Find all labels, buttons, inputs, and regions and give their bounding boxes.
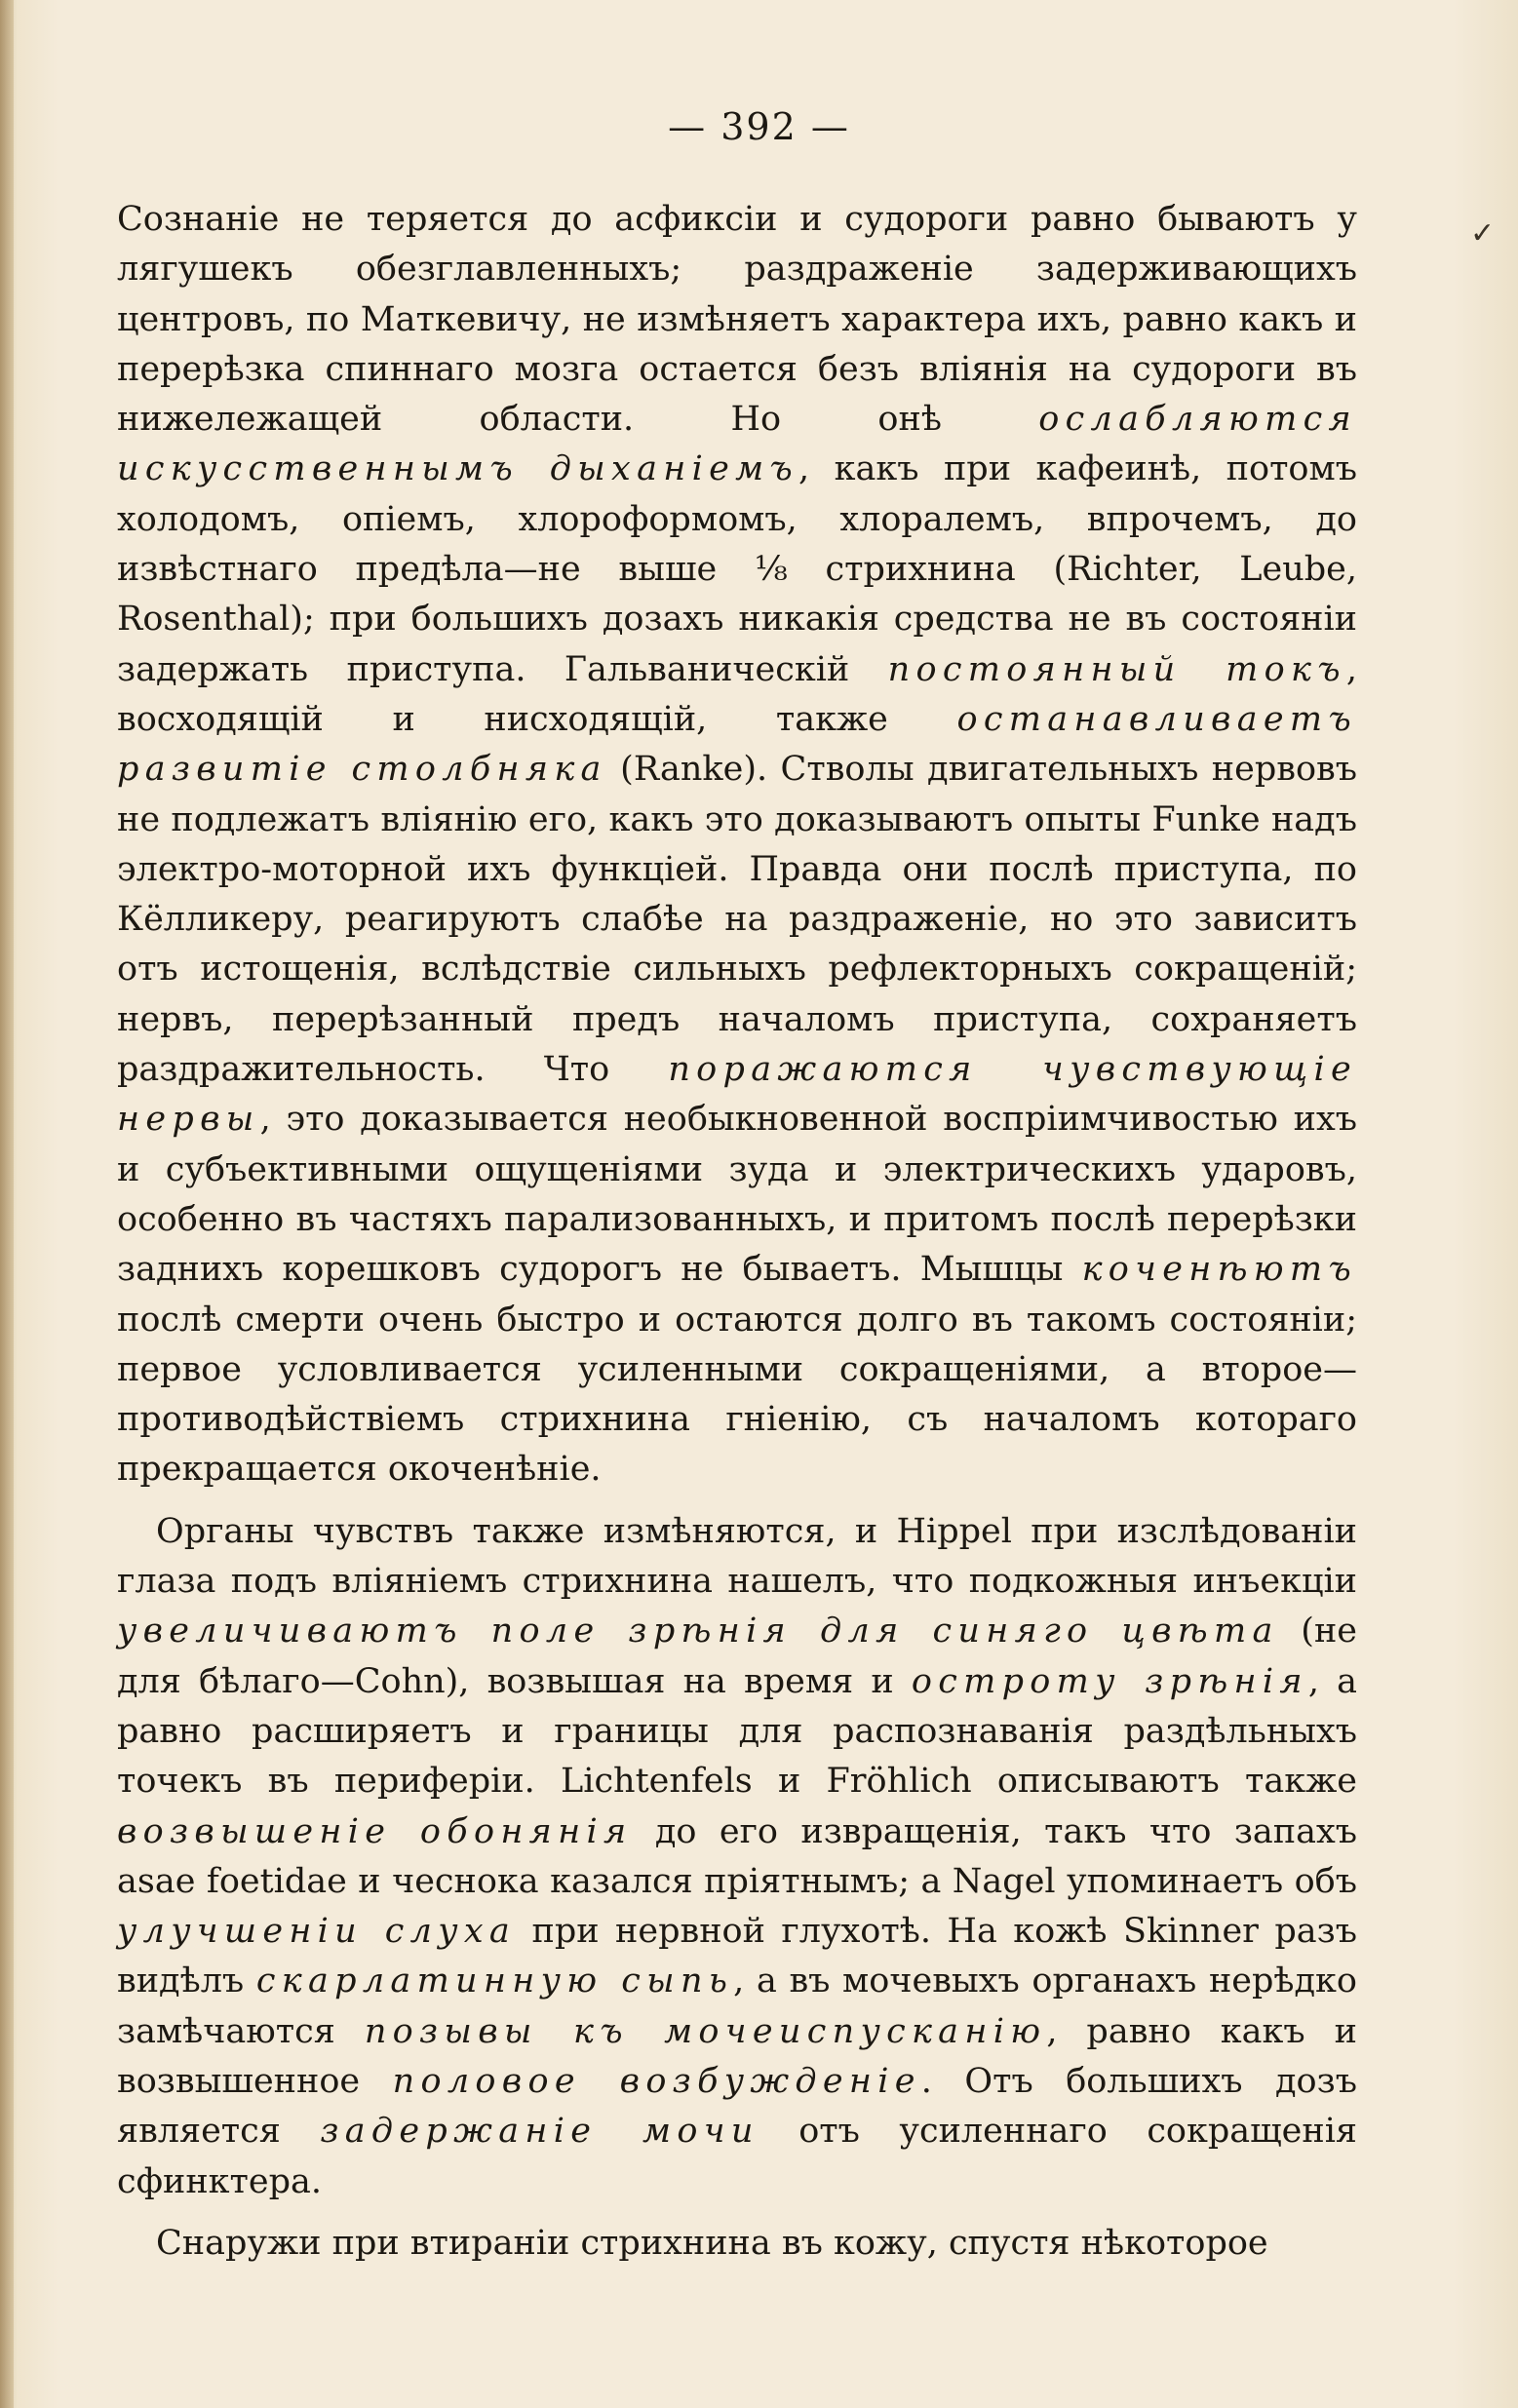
text-run: послѣ смерти очень быстро и остаются долго въ такомъ состоянiи; первое условливается усиленными сокращенiями, а второе—противодѣйствiемъ стрихнина гнiенiю, съ началомъ котораго прекращается окоченѣнie. <box>117 1300 1357 1490</box>
spaced-emphasis: позывы къ мочеиспусканiю <box>364 2011 1047 2051</box>
body-text <box>117 195 1357 2269</box>
paragraph-3 <box>117 2219 1357 2269</box>
text-run: (Ranke). Стволы двигательныхъ нервовъ не подлежатъ влiянiю его, какъ это доказываютъ опыты Funke надъ электро-моторной ихъ функцiей. Правда они послѣ приступа, по Кёлликеру, реагируютъ слабѣе на раздраженie, но это зависитъ отъ истощенiя, вслѣдствie сильныхъ рефлекторныхъ сокращенiй; нервъ, перерѣзанный предъ началомъ приступа, сохраняетъ раздражительность. Что <box>117 750 1358 1090</box>
paragraph-2 <box>117 1507 1357 2207</box>
text-run: отъ усиленнаго сокращенiя сфинктера. <box>117 2112 1357 2201</box>
text-run: при нервной глухотѣ. На кожѣ Skinner разъ видѣлъ <box>117 1912 1357 2001</box>
page-number: — 392 — <box>668 105 850 148</box>
spaced-emphasis: ослабляются искусственнымъ дыханiемъ <box>117 400 1357 489</box>
spaced-emphasis: коченѣютъ <box>1081 1250 1357 1290</box>
spaced-emphasis: увеличиваютъ поле зрѣнiя для синяго цвѣта <box>117 1612 1279 1651</box>
text-run: , а равно расширяетъ и границы для распознаванiя раздѣльныхъ точекъ въ периферiи. Lichtenfels и Fröhlich описываютъ также <box>117 1661 1357 1802</box>
text-run: Органы чувствъ также измѣняются, и Hippel при изслѣдованiи глаза подъ влiянiемъ стрихнина нашелъ, что подкожныя инъекцiи <box>117 1511 1357 1602</box>
text-run: до его извращенiя, такъ что запахъ asae foetidae и чеснока казался прiятнымъ; а Nagel упоминаетъ объ <box>117 1811 1357 1901</box>
text-run: (не для бѣлаго—Cohn), возвышая на время и <box>117 1612 1358 1701</box>
margin-mark: ✓ <box>1470 216 1496 251</box>
text-run: Снаружи при втиранiи стрихнина въ кожу, спустя нѣкоторое <box>156 2223 1268 2263</box>
spaced-emphasis: задержанiе мочи <box>320 2112 759 2152</box>
text-run: , это доказывается необыкновенной воспрiимчивостью ихъ и субъективными ощущенiями зуда и электрическихъ ударовъ, особенно въ частяхъ парализованныхъ, и притомъ послѣ перерѣзки заднихъ корешковъ судорогъ не бываетъ. Мышцы <box>117 1100 1357 1290</box>
spaced-emphasis: улучшенiи слуха <box>117 1912 517 1952</box>
spaced-emphasis: останавливаетъ развитiе столбняка <box>117 699 1357 790</box>
text-run: , восходящiй и нисходящiй, также <box>117 649 1358 739</box>
spaced-emphasis: возвышенiе обонянiя <box>117 1811 633 1851</box>
text-run: . Отъ большихъ дозъ является <box>117 2061 1357 2152</box>
spaced-emphasis: половое возбужденiе <box>392 2061 921 2101</box>
spaced-emphasis: скарлатинную сыпь <box>255 1961 734 2001</box>
spaced-emphasis: поражаются чувствующiе нервы <box>117 1050 1357 1140</box>
text-run: , а въ мочевыхъ органахъ нерѣдко замѣчаются <box>117 1961 1357 2051</box>
spaced-emphasis: постоянный токъ <box>887 649 1346 689</box>
text-run: , равно какъ и возвышенное <box>117 2011 1358 2101</box>
page-binding-edge <box>0 0 14 2408</box>
paragraph-1 <box>117 195 1357 1495</box>
text-run: , какъ при кафеинѣ, потомъ холодомъ, опiемъ, хлороформомъ, хлоралемъ, впрочемъ, до извѣстнаго предѣла—не выше ⅛ стрихнина (Richter, Leube, Rosenthal); при большихъ дозахъ никакiя средства не въ состоянiи задержать приступа. Гальваническiй <box>117 449 1357 689</box>
text-run: Сознанie не теряется до асфиксiи и судороги равно бываютъ у лягушекъ обезглавленныхъ; раздраженie задерживающихъ центровъ, по Маткевичу, не измѣняетъ характера ихъ, равно какъ и перерѣзка спиннаго мозга остается безъ влiянiя на судороги въ нижележащей области. Но онѣ <box>117 200 1357 440</box>
spaced-emphasis: остроту зрѣнiя <box>911 1661 1308 1701</box>
